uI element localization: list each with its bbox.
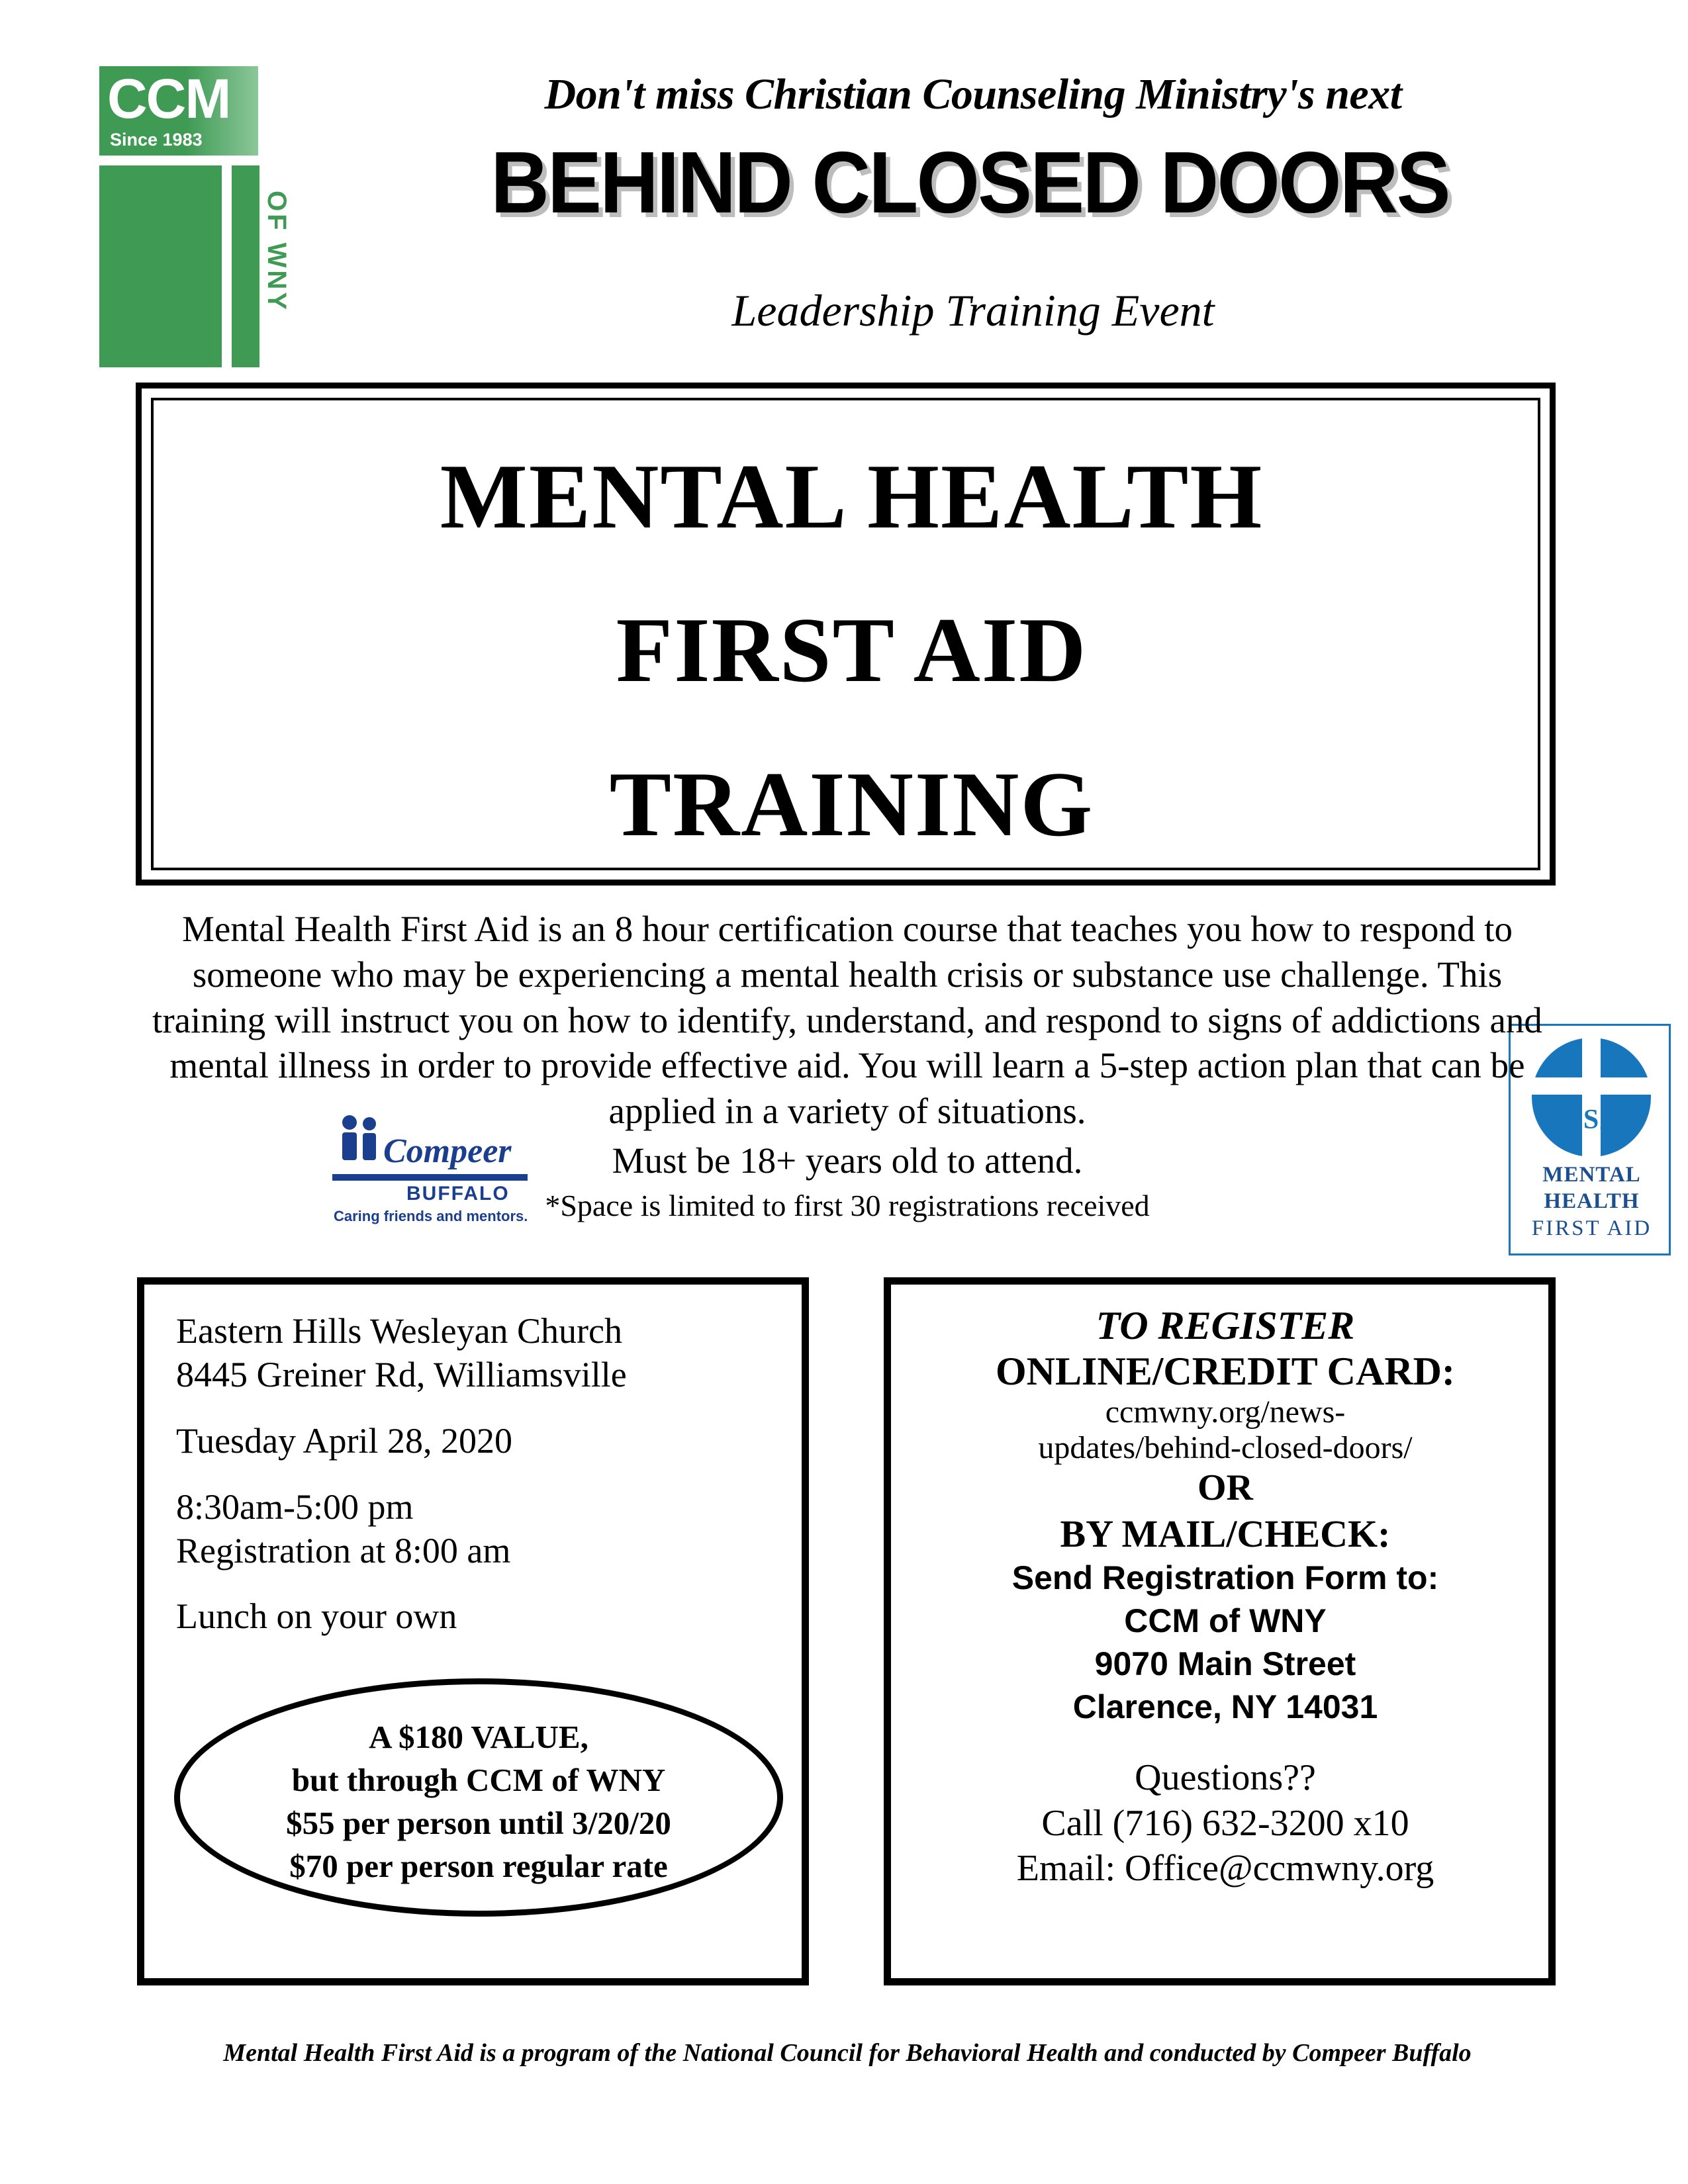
contact-phone[interactable]: Call (716) 632-3200 x10 [1041,1802,1409,1844]
space-limited-note: *Space is limited to first 30 registrations received [545,1188,1150,1222]
ccm-logo-bar [232,165,259,367]
ccm-logo-text: CCM [107,68,230,130]
price-line-4: $70 per person regular rate [289,1848,668,1885]
ccm-logo [99,66,328,367]
footer-note: Mental Health First Aid is a program of the National Council for Behavioral Health and conducted by Compeer Buffalo [223,2039,1472,2067]
details-spacer-2 [176,1463,785,1486]
compeer-city-label: BUFFALO [406,1183,510,1205]
register-url-line-1[interactable]: ccmwny.org/news- [1105,1394,1346,1430]
mhfa-logo-line-1: MENTAL [1542,1163,1641,1187]
registration-time: Registration at 8:00 am [176,1530,511,1570]
venue-address: 8445 Greiner Rd, Williamsville [176,1354,627,1394]
course-description [139,907,1556,1224]
register-or-label: OR [1197,1467,1253,1509]
mhfa-logo-line-2: HEALTH [1544,1189,1640,1214]
ccm-logo-since-text: Since 1983 [110,130,203,150]
mhfa-usa-text: USA [1562,1105,1622,1135]
compeer-tagline: Caring friends and mentors. [334,1208,528,1224]
course-description-body: Mental Health First Aid is an 8 hour certification course that teaches you how to respond to someone who may be experiencing a mental health crisis or substance use challenge. This training will instruct you on how to identify, understand, and respond to signs of addictions and mental illness in order to provide effective aid. You will learn a 5-step action plan that can be applied in a variety of situations. [152,909,1542,1131]
header-tagline: Don't miss Christian Counseling Ministry's next [544,70,1402,118]
register-send-line-1: Send Registration Form to: [1011,1559,1439,1597]
price-text [174,1715,783,1888]
header-subtitle: Leadership Training Event [731,285,1215,336]
main-title-line-2: FIRST AID [616,599,1088,702]
ccm-logo-region-text: OF WNY [262,191,291,312]
register-send-line-3: 9070 Main Street [1094,1645,1356,1683]
ccm-logo-square [99,165,222,367]
main-title-line-1: MENTAL HEALTH [440,445,1264,548]
register-mail-label: BY MAIL/CHECK: [1060,1512,1391,1555]
contact-email[interactable]: Email: Office@ccmwny.org [1016,1847,1434,1889]
register-heading: TO REGISTER [1096,1304,1355,1347]
price-line-2: but through CCM of WNY [291,1762,666,1799]
flyer-header [0,0,1688,384]
register-url-line-2[interactable]: updates/behind-closed-doors/ [1038,1430,1413,1466]
lunch-note: Lunch on your own [176,1596,457,1637]
price-line-1: A $180 VALUE, [369,1719,588,1755]
details-spacer-3 [176,1572,785,1595]
questions-heading: Questions?? [1135,1757,1316,1799]
register-online-label: ONLINE/CREDIT CARD: [996,1349,1455,1393]
registration-text [904,1303,1546,1891]
mhfa-logo-line-3: FIRST AID [1531,1216,1652,1240]
event-date: Tuesday April 28, 2020 [176,1420,513,1461]
main-title-line-3: TRAINING [609,752,1094,856]
header-event-title: BEHIND CLOSED DOORS [491,134,1449,231]
price-line-3: $55 per person until 3/20/20 [286,1805,671,1842]
registration-box [884,1277,1556,1985]
registration-spacer [904,1729,1546,1755]
event-details-box [137,1277,809,1985]
register-send-line-2: CCM of WNY [1124,1602,1327,1640]
main-title-text [142,420,1562,882]
venue-name: Eastern Hills Wesleyan Church [176,1311,622,1351]
event-details-text [176,1310,785,1639]
compeer-wordmark: Compeer [383,1132,512,1170]
mhfa-cross-vertical [1582,1038,1601,1157]
age-requirement: Must be 18+ years old to attend. [612,1140,1083,1181]
register-send-line-4: Clarence, NY 14031 [1072,1688,1378,1726]
event-time: 8:30am-5:00 pm [176,1486,414,1527]
details-spacer-1 [176,1397,785,1420]
